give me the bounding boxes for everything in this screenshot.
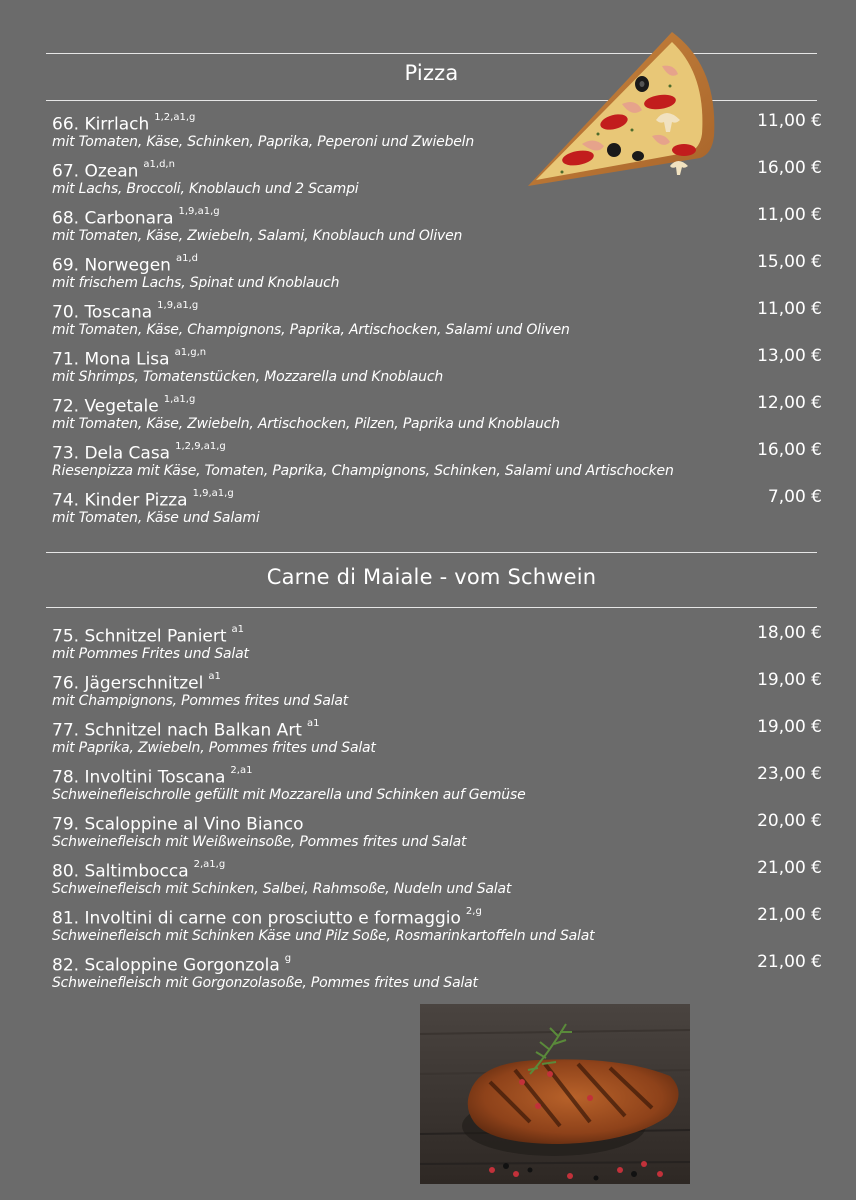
item-name: 70. Toscana $^{1,9,a1,g}$ <box>52 300 199 323</box>
carne-section-title: Carne di Maiale - vom Schwein <box>266 565 597 589</box>
allergen-codes: 2,g <box>465 906 482 917</box>
menu-item <box>52 298 822 345</box>
item-description: mit Lachs, Broccoli, Knoblauch und 2 Scampi <box>52 181 359 197</box>
allergen-codes: a1 <box>208 671 221 682</box>
allergen-codes: 2,a1 <box>230 765 253 776</box>
allergen-codes: 1,9,a1,g <box>178 206 220 217</box>
item-price: 16,00 € <box>757 158 822 178</box>
allergen-codes: a1,d <box>175 253 198 264</box>
item-price: 15,00 € <box>757 252 822 272</box>
item-description: mit Tomaten, Käse, Zwiebeln, Artischocken, Pilzen, Paprika und Knoblauch <box>52 416 560 432</box>
menu-item <box>52 251 822 298</box>
allergen-codes: a1 <box>306 718 320 729</box>
item-description: mit frischem Lachs, Spinat und Knoblauch <box>52 275 340 291</box>
item-price: 16,00 € <box>757 440 822 460</box>
allergen-codes: 1,a1,g <box>163 394 196 405</box>
item-name: 75. Schnitzel Paniert $^{a1}$ <box>52 624 245 647</box>
pizza-slice-image <box>522 26 722 190</box>
item-name: 82. Scaloppine Gorgonzola $^g$ <box>52 953 292 976</box>
allergen-codes: 2,a1,g <box>193 859 226 870</box>
menu-item <box>52 486 822 533</box>
item-description: Schweinefleisch mit Schinken, Salbei, Rahmsoße, Nudeln und Salat <box>52 881 512 897</box>
allergen-codes: 1,2,9,a1,g <box>175 441 226 452</box>
item-name: 72. Vegetale $^{1,a1,g}$ <box>52 394 196 417</box>
item-description: Schweinefleisch mit Gorgonzolasoße, Pommes frites und Salat <box>52 975 478 991</box>
allergen-codes: 1,2,a1,g <box>154 112 196 123</box>
menu-item <box>52 669 822 716</box>
item-name: 74. Kinder Pizza $^{1,9,a1,g}$ <box>52 488 234 511</box>
item-name: 66. Kirrlach $^{1,2,a1,g}$ <box>52 112 196 135</box>
carne-top-rule <box>46 552 817 553</box>
allergen-codes: a1,d,n <box>143 159 175 170</box>
menu-item <box>52 622 822 669</box>
item-description: mit Tomaten, Käse und Salami <box>52 510 260 526</box>
menu-item <box>52 204 822 251</box>
item-name: 71. Mona Lisa $^{a1,g,n}$ <box>52 347 207 370</box>
item-price: 11,00 € <box>757 299 822 319</box>
item-price: 21,00 € <box>757 858 822 878</box>
item-description: mit Pommes Frites und Salat <box>52 646 249 662</box>
allergen-codes: 1,9,a1,g <box>157 300 199 311</box>
item-name: 67. Ozean $^{a1,d,n}$ <box>52 159 175 182</box>
allergen-codes: 1,9,a1,g <box>192 488 234 499</box>
item-description: mit Tomaten, Käse, Champignons, Paprika, Artischocken, Salami und Oliven <box>52 322 570 338</box>
item-description: mit Champignons, Pommes frites und Salat <box>52 693 349 709</box>
item-price: 19,00 € <box>757 670 822 690</box>
item-price: 11,00 € <box>757 205 822 225</box>
item-name: 80. Saltimbocca $^{2,a1,g}$ <box>52 859 226 882</box>
item-price: 21,00 € <box>757 905 822 925</box>
item-price: 7,00 € <box>767 487 822 507</box>
carne-bottom-rule <box>46 607 817 608</box>
item-name: 79. Scaloppine al Vino Bianco <box>52 814 304 835</box>
pizza-section-title: Pizza <box>404 61 459 85</box>
allergen-codes: a1 <box>231 624 245 635</box>
item-description: Schweinefleisch mit Schinken Käse und Pilz Soße, Rosmarinkartoffeln und Salat <box>52 928 595 944</box>
item-description: mit Tomaten, Käse, Zwiebeln, Salami, Knoblauch und Oliven <box>52 228 463 244</box>
menu-item <box>52 439 822 486</box>
menu-item <box>52 810 822 857</box>
item-description: Schweinefleischrolle gefüllt mit Mozzarella und Schinken auf Gemüse <box>52 787 526 803</box>
item-description: mit Paprika, Zwiebeln, Pommes frites und Salat <box>52 740 376 756</box>
item-description: Schweinefleisch mit Weißweinsoße, Pommes frites und Salat <box>52 834 467 850</box>
menu-item <box>52 716 822 763</box>
item-name: 73. Dela Casa $^{1,2,9,a1,g}$ <box>52 441 226 464</box>
menu-item <box>52 392 822 439</box>
menu-item <box>52 951 822 998</box>
item-name: 78. Involtini Toscana $^{2,a1}$ <box>52 765 253 788</box>
item-name: 77. Schnitzel nach Balkan Art $^{a1}$ <box>52 718 320 741</box>
item-price: 20,00 € <box>757 811 822 831</box>
carne-list <box>52 622 822 998</box>
item-name: 68. Carbonara $^{1,9,a1,g}$ <box>52 206 220 229</box>
item-name: 69. Norwegen $^{a1,d}$ <box>52 253 198 276</box>
steak-image <box>420 1004 690 1184</box>
item-price: 12,00 € <box>757 393 822 413</box>
item-price: 19,00 € <box>757 717 822 737</box>
item-price: 18,00 € <box>757 623 822 643</box>
item-price: 23,00 € <box>757 764 822 784</box>
menu-item <box>52 345 822 392</box>
item-name: 81. Involtini di carne con prosciutto e formaggio $^{2,g}$ <box>52 906 482 929</box>
item-description: Riesenpizza mit Käse, Tomaten, Paprika, Champignons, Schinken, Salami und Artischocken <box>52 463 674 479</box>
item-price: 21,00 € <box>757 952 822 972</box>
allergen-codes: g <box>284 953 292 964</box>
item-description: mit Shrimps, Tomatenstücken, Mozzarella und Knoblauch <box>52 369 444 385</box>
item-price: 11,00 € <box>757 111 822 131</box>
menu-item <box>52 857 822 904</box>
item-description: mit Tomaten, Käse, Schinken, Paprika, Peperoni und Zwiebeln <box>52 134 475 150</box>
item-price: 13,00 € <box>757 346 822 366</box>
allergen-codes: a1,g,n <box>174 347 207 358</box>
item-name: 76. Jägerschnitzel $^{a1}$ <box>52 671 221 694</box>
menu-item <box>52 763 822 810</box>
menu-item <box>52 904 822 951</box>
